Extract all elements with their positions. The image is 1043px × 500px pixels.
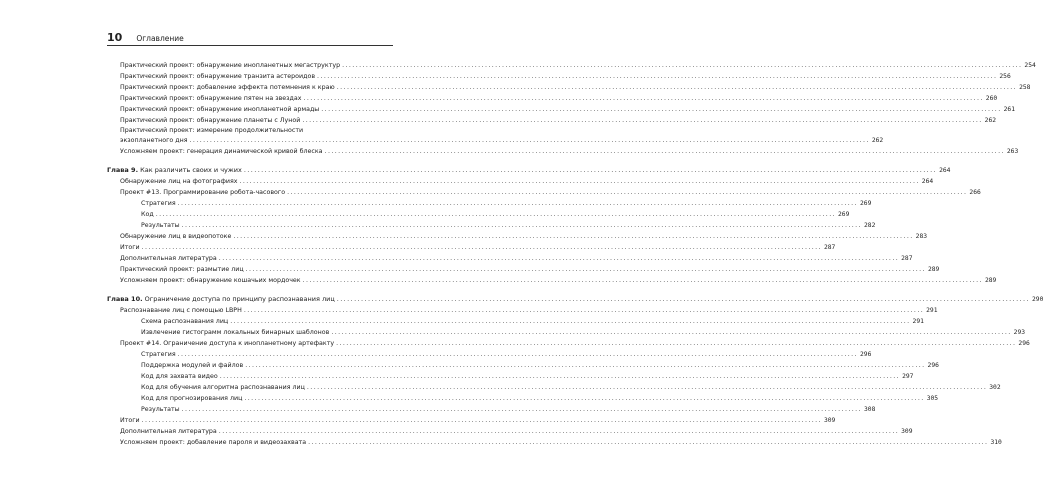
toc-entry	[107, 93, 998, 104]
toc-entry	[107, 198, 872, 209]
toc-chapter-9	[107, 165, 951, 176]
toc-entry-page: 263	[1006, 148, 1019, 155]
leader-dots: ........................................................................................................................................................................................................	[243, 307, 925, 314]
toc-entry	[107, 82, 1031, 93]
table-of-contents	[107, 60, 1043, 448]
toc-entry	[107, 275, 997, 286]
leader-dots: ........................................................................................................................................................................................................	[189, 137, 870, 144]
toc-entry-page: 297	[902, 373, 914, 380]
toc-entry-page: 262	[984, 117, 997, 124]
toc-entry	[107, 176, 934, 187]
toc-entry-title: Практический проект: обнаружение планеты с Луной	[120, 117, 301, 124]
leader-dots: ........................................................................................................................................................................................................	[177, 351, 858, 358]
toc-entry-page: 309	[901, 428, 913, 435]
toc-entry-title: Проект #14. Ограничение доступа к инопланетному артефакту	[120, 340, 335, 347]
toc-entry-page: 283	[915, 233, 928, 240]
leader-dots: ........................................................................................................................................................................................................	[302, 117, 983, 124]
toc-entry-page: 296	[859, 351, 872, 358]
leader-dots: ........................................................................................................................................................................................................	[141, 244, 822, 251]
toc-entry-title: Усложняем проект: генерация динамической кривой блеска	[120, 148, 323, 155]
toc-entry-page: 256	[999, 73, 1011, 80]
toc-entry	[107, 115, 997, 126]
toc-entry-title: Код для обучения алгоритма распознавания лиц	[141, 384, 305, 391]
toc-entry	[107, 338, 1030, 349]
toc-entry-page: 291	[912, 318, 924, 325]
chapter-title: Ограничение доступа по принципу распознавания лиц	[144, 295, 335, 303]
toc-entry-title: Итоги	[120, 417, 140, 424]
leader-dots: ........................................................................................................................................................................................................	[141, 417, 822, 424]
toc-entry-title-line1: Практический проект: измерение продолжительности	[120, 127, 304, 134]
toc-entry-page: 310	[990, 439, 1002, 446]
leader-dots: ........................................................................................................................................................................................................	[324, 148, 1005, 155]
toc-entry-title: Обнаружение лиц в видеопотоке	[120, 233, 232, 240]
toc-entry-page: 269	[859, 200, 872, 207]
toc-entry-page: 302	[989, 384, 1001, 391]
toc-entry-title: Практический проект: обнаружение инопланетной армады	[120, 106, 320, 113]
leader-dots: ........................................................................................................................................................................................................	[218, 428, 900, 435]
toc-entry-page: 282	[863, 222, 876, 229]
toc-group-chapter-9	[107, 176, 997, 286]
leader-dots: ........................................................................................................................................................................................................	[218, 255, 900, 262]
toc-entry-page: 254	[1024, 62, 1036, 69]
toc-entry-title: Дополнительная литература	[120, 255, 217, 262]
running-head: Оглавление	[136, 34, 184, 43]
toc-entry	[107, 264, 940, 275]
toc-entry-page: 260	[985, 95, 998, 102]
toc-entry	[107, 382, 1001, 393]
toc-entry	[107, 327, 1026, 338]
toc-entry-title: Распознавание лиц с помощью LBPH	[120, 307, 242, 314]
leader-dots: ........................................................................................................................................................................................................	[308, 439, 989, 446]
toc-entry	[107, 404, 876, 415]
toc-entry-title: Результаты	[141, 222, 180, 229]
toc-entry-title: Дополнительная литература	[120, 428, 217, 435]
leader-dots: ........................................................................................................................................................................................................	[177, 200, 858, 207]
toc-entry-title: Стратегия	[141, 351, 176, 358]
toc-entry	[107, 242, 836, 253]
leader-dots: ........................................................................................................................................................................................................	[331, 329, 1012, 336]
chapter-label: Глава 9.	[107, 166, 139, 174]
toc-entry-title: Стратегия	[141, 200, 176, 207]
toc-entry-title: Практический проект: обнаружение транзита астероидов	[120, 73, 316, 80]
toc-entry	[107, 253, 913, 264]
toc-entry-page: 308	[863, 406, 876, 413]
toc-entry-page: 262	[871, 137, 884, 144]
toc-entry-title: Проект #13. Программирование робота-часового	[120, 189, 286, 196]
toc-entry-page: 296	[927, 362, 939, 369]
toc-entry-page: 296	[1018, 340, 1030, 347]
leader-dots: ........................................................................................................................................................................................................	[306, 384, 988, 391]
toc-entry-page: 309	[823, 417, 836, 424]
toc-entry-wrapped	[107, 126, 884, 146]
leader-dots: ........................................................................................................................................................................................................	[181, 222, 862, 229]
toc-entry	[107, 231, 928, 242]
toc-entry	[107, 426, 913, 437]
toc-entry-page: 305	[926, 395, 939, 402]
toc-entry-title: Код для прогнозирования лиц	[141, 395, 243, 402]
leader-dots: ........................................................................................................................................................................................................	[321, 106, 1002, 113]
toc-entry-page: 289	[927, 266, 940, 273]
leader-dots: ........................................................................................................................................................................................................	[230, 318, 911, 325]
toc-entry-page: 287	[901, 255, 913, 262]
toc-entry-page: 293	[1013, 329, 1026, 336]
toc-entry-title: Практический проект: обнаружение пятен на звездах	[120, 95, 302, 102]
toc-entry-title: Практический проект: размытие лиц	[120, 266, 244, 273]
leader-dots: ........................................................................................................................................................................................................	[317, 73, 998, 80]
toc-entry-title: Обнаружение лиц на фотографиях	[120, 178, 238, 185]
toc-entry-page: 264	[921, 178, 934, 185]
leader-dots: ........................................................................................................................................................................................................	[219, 373, 901, 380]
leader-dots: ........................................................................................................................................................................................................	[245, 362, 926, 369]
toc-entry-title: Схема распознавания лиц	[141, 318, 229, 325]
toc-entry	[107, 104, 1015, 115]
chapter-page: 290	[1031, 296, 1043, 303]
toc-entry	[107, 220, 876, 231]
toc-entry-title: Поддержка модулей и файлов	[141, 362, 244, 369]
toc-entry-title: Код для захвата видео	[141, 373, 218, 380]
toc-chapter-10	[107, 294, 1043, 305]
leader-dots: ........................................................................................................................................................................................................	[155, 211, 837, 218]
toc-entry	[107, 393, 939, 404]
toc-entry	[107, 360, 939, 371]
leader-dots: ........................................................................................................................................................................................................	[239, 178, 920, 185]
toc-entry-page: 291	[926, 307, 938, 314]
leader-dots: ........................................................................................................................................................................................................	[336, 295, 1030, 303]
toc-entry-page: 287	[823, 244, 836, 251]
toc-entry	[107, 71, 1011, 82]
toc-entry	[107, 305, 938, 316]
leader-dots: ........................................................................................................................................................................................................	[342, 62, 1023, 69]
chapter-label: Глава 10.	[107, 295, 143, 303]
toc-entry-page: 269	[838, 211, 850, 218]
leader-dots: ........................................................................................................................................................................................................	[336, 340, 1017, 347]
page-header	[107, 29, 393, 46]
toc-entry-title: Усложняем проект: добавление пароля и видеозахвата	[120, 439, 307, 446]
leader-dots: ........................................................................................................................................................................................................	[303, 95, 984, 102]
toc-entry-title: Результаты	[141, 406, 180, 413]
leader-dots: ........................................................................................................................................................................................................	[287, 189, 968, 196]
toc-entry-title-line2: экзопланетного дня	[120, 137, 188, 144]
leader-dots: ........................................................................................................................................................................................................	[302, 277, 983, 284]
toc-group-prev-chapter	[107, 60, 1036, 126]
toc-entry-page: 258	[1019, 84, 1031, 91]
toc-group-chapter-10	[107, 305, 1030, 448]
toc-entry	[107, 146, 1019, 157]
toc-entry-title: Практический проект: обнаружение инопланетных мегаструктур	[120, 62, 341, 69]
toc-entry-page: 261	[1003, 106, 1015, 113]
toc-entry	[107, 415, 836, 426]
leader-dots: ........................................................................................................................................................................................................	[336, 84, 1018, 91]
chapter-title: Как различить своих и чужих	[140, 166, 242, 174]
toc-entry	[107, 60, 1036, 71]
toc-entry-title: Код	[141, 211, 154, 218]
toc-entry	[107, 437, 1002, 448]
chapter-page: 264	[939, 167, 951, 174]
toc-entry-title: Итоги	[120, 244, 140, 251]
leader-dots: ........................................................................................................................................................................................................	[244, 395, 925, 402]
toc-entry	[107, 316, 924, 327]
leader-dots: ........................................................................................................................................................................................................	[233, 233, 914, 240]
leader-dots: ........................................................................................................................................................................................................	[243, 166, 938, 174]
toc-entry-title: Усложняем проект: обнаружение кошачьих мордочек	[120, 277, 301, 284]
toc-entry	[107, 209, 850, 220]
leader-dots: ........................................................................................................................................................................................................	[181, 406, 862, 413]
toc-entry-title: Извлечение гистограмм локальных бинарных шаблонов	[141, 329, 330, 336]
toc-entry-page: 289	[984, 277, 997, 284]
leader-dots: ........................................................................................................................................................................................................	[245, 266, 926, 273]
toc-entry	[107, 187, 981, 198]
toc-entry-page: 266	[969, 189, 981, 196]
toc-entry	[107, 349, 872, 360]
page-number: 10	[107, 31, 123, 44]
toc-entry-title: Практический проект: добавление эффекта потемнения к краю	[120, 84, 335, 91]
toc-entry	[107, 371, 914, 382]
